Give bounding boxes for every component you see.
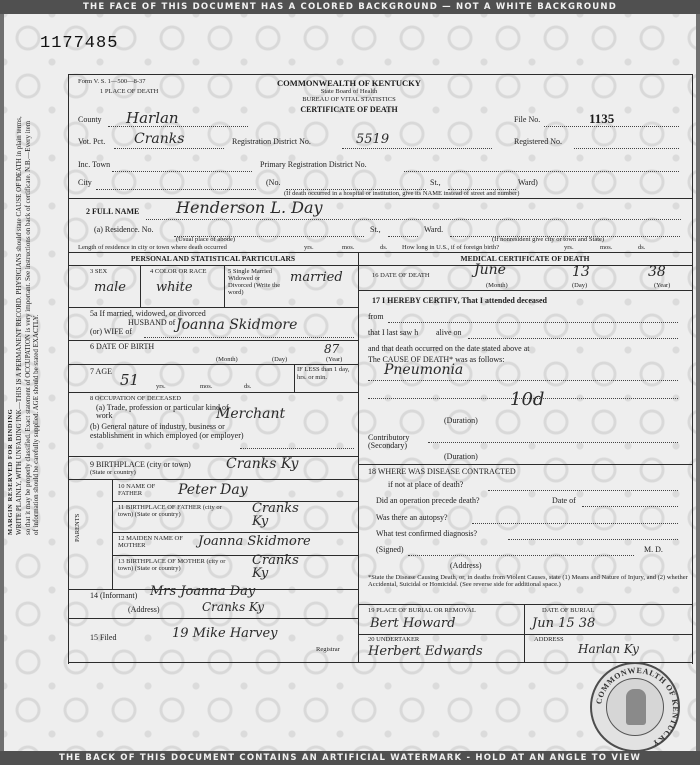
birthplace-value: Cranks Ky [226,456,299,472]
occupation-a-label: (a) Trade, profession or particular kind of work [96,403,229,420]
st-label: St., [430,178,441,187]
svg-text:COMMONWEALTH OF KENTUCKY [594,666,680,748]
registrar-label: Registrar [316,646,340,653]
bureau-heading: BUREAU OF VITAL STATISTICS [302,96,396,103]
instructions-text: WRITE PLAINLY, WITH UNFADING INK—THIS IS A PERMANENT RECORD. PHYSICIANS should state CAUSE OF DEATH in plain terms, so that it may be properly classified. Exact statement of OCCUPATION is very important. See instructions on back of certificate. N.B.—Every item of information should be carefully supplied. AGE should be stated EXACTLY. [15,116,40,535]
mother-name-label: 12 MAIDEN NAME OF MOTHER [118,535,183,549]
color-label: 4 COLOR OR RACE [150,268,207,275]
birth-day-label: (Day) [272,356,288,363]
certify-label: 17 I HEREBY CERTIFY, That I attended deceased [372,296,547,305]
duration-value: 10d [510,389,545,410]
last-saw-label: that I last saw h [368,328,419,337]
registration-district-value: 5519 [356,132,390,147]
sex-value: male [94,280,126,295]
informant-label: 14 (Informant) [90,591,138,600]
color-value: white [156,280,193,295]
death-day-value: 13 [572,264,590,280]
contributory-duration-label: (Duration) [444,452,478,461]
marital-value: married [290,270,343,285]
date-of-label: Date of [552,496,576,505]
medical-section-title: MEDICAL CERTIFICATE OF DEATH [460,254,590,263]
birthplace-state-label: (State or country) [90,469,136,476]
birth-year-value: 87 [324,342,340,356]
length-ds: ds. [380,244,388,251]
ward-label: Ward) [518,178,538,187]
duration-label: (Duration) [444,416,478,425]
nonresident-note: (If nonresident give city or town and State) [492,236,605,243]
burial-place-label: 19 PLACE OF BURIAL OR REMOVAL [368,607,476,614]
hospital-note: (If death occurred in a hospital or institution, give its NAME instead of street and number) [284,190,520,197]
parents-label: PARENTS [74,513,81,542]
spouse-value: Joanna Skidmore [176,317,298,333]
binding-margin-note: MARGIN RESERVED FOR BINDING [7,408,14,535]
foreign-birth-label: How long in U.S., if of foreign birth? [402,244,500,251]
disease-contracted-label: 18 WHERE WAS DISEASE CONTRACTED [368,467,516,476]
city-label: City [78,178,92,187]
medical-address-label: (Address) [450,561,482,570]
length-yrs: yrs. [304,244,314,251]
primary-district-label: Primary Registration District No. [260,160,367,169]
md-label: M. D. [644,545,663,554]
death-day-label: (Day) [572,282,588,289]
operation-label: Did an operation precede death? [376,496,480,505]
autopsy-label: Was there an autopsy? [376,513,448,522]
age-value: 51 [120,371,140,389]
birth-month-label: (Month) [216,356,238,363]
undertaker-address-label: ADDRESS [534,636,564,643]
birthplace-label: 9 BIRTHPLACE (city or town) [90,460,191,469]
undertaker-label: 20 UNDERTAKER [368,636,420,643]
not-place-label: if not at place of death? [388,480,464,489]
county-value: Harlan [126,109,179,127]
sex-label: 3 SEX [90,268,108,275]
residence-ward-label: Ward. [424,225,444,234]
marital-label: 5 Single Married Widowed or Divorced (Write the word) [228,268,281,296]
full-name-value: Henderson L. Day [176,198,323,217]
occupation-heading: 8 OCCUPATION OF DECEASED [90,395,181,402]
burial-place-value: Bert Howard [370,616,456,631]
full-name-label: 2 FULL NAME [86,207,140,216]
cause-value: Pneumonia [384,362,464,378]
form-number: Form V. S. 1—500—8-37 [78,78,146,85]
residence-st-label: St., [370,225,381,234]
vot-pct-label: Vot. Pct. [78,137,106,146]
commonwealth-heading: COMMONWEALTH OF KENTUCKY [277,78,421,88]
frame-right [692,74,693,664]
frame-left [68,74,69,664]
frame-top [68,74,692,75]
seal-lettering [592,664,682,751]
personal-section-title: PERSONAL AND STATISTICAL PARTICULARS [130,254,296,263]
filed-label: 15 Filed [90,633,117,642]
death-year-label: (Year) [654,282,671,289]
bottom-security-banner: THE BACK OF THIS DOCUMENT CONTAINS AN ARTIFICIAL WATERMARK - HOLD AT AN ANGLE TO VIEW [0,751,700,765]
foreign-yrs: yrs. [564,244,574,251]
spouse-question: 5a If married, widowed, or divorced [90,309,206,318]
father-name-value: Peter Day [178,482,248,498]
state-seal [590,662,680,751]
mother-birthplace-value: Cranks Ky [252,553,299,581]
informant-value: Mrs Joanna Day [150,584,256,599]
burial-date-label: DATE OF BURIAL [542,607,595,614]
less-than-label: IF LESS than 1 day, hrs. or min. [297,366,350,381]
residence-label: (a) Residence. No. [94,225,154,234]
death-occurred-label: and that death occurred on the date stated above at [368,344,530,353]
father-name-label: 10 NAME OF FATHER [118,483,156,497]
file-value: 1135 [589,111,615,126]
certificate-sheet [4,14,696,751]
top-security-banner: THE FACE OF THIS DOCUMENT HAS A COLORED BACKGROUND — NOT A WHITE BACKGROUND [0,0,700,14]
side-instructions [7,115,69,535]
mother-birthplace-label: 13 BIRTHPLACE OF MOTHER (city or town) (State or country) [118,558,226,572]
length-mos: mos. [342,244,355,251]
no-label: (No. [266,178,281,187]
certificate-heading: CERTIFICATE OF DEATH [300,105,398,114]
undertaker-address-value: Harlan Ky [578,642,639,656]
wife-label: (or) WIFE of [90,327,133,336]
informant-address-label: (Address) [128,605,160,614]
frame-bottom [68,662,692,663]
death-month-label: (Month) [486,282,508,289]
death-month-value: June [474,262,506,278]
occupation-value: Merchant [216,406,286,422]
column-divider [358,252,359,662]
board-heading: State Board of Health [320,88,378,95]
age-mos-label: mos. [200,383,213,390]
certificate-number: 1177485 [40,34,119,53]
death-year-value: 38 [648,264,666,280]
file-label: File No. [514,115,541,124]
signed-label: (Signed) [376,545,404,554]
age-ds-label: ds. [244,383,252,390]
father-birthplace-value: Cranks Ky [252,501,299,529]
registered-no-label: Registered No. [514,137,562,146]
cause-label: The CAUSE OF DEATH* was as follows: [368,355,505,364]
mother-name-value: Joanna Skidmore [198,534,311,549]
birth-year-label: (Year) [326,356,343,363]
husband-label: HUSBAND of [128,318,176,327]
informant-address-value: Cranks Ky [202,600,265,614]
age-label: 7 AGE [90,367,112,376]
birth-date-label: 6 DATE OF BIRTH [90,342,155,351]
registration-district-label: Registration District No. [232,137,311,146]
father-birthplace-label: 11 BIRTHPLACE OF FATHER (city or town) (State or country) [118,504,222,518]
age-yrs-label: yrs. [156,383,166,390]
usual-place-note: (Usual place of abode) [176,236,236,243]
county-label: County [78,115,102,124]
undertaker-value: Herbert Edwards [368,644,483,659]
seal-text: COMMONWEALTH OF KENTUCKY [594,665,681,749]
cause-footnote: *State the Disease Causing Death, or, in deaths from Violent Causes, state (1) Means and Nature of Injury, and (2) whether Accidental, Suicidal or Homicidal. (See reverse side for additional space.) [368,574,688,588]
test-label: What test confirmed diagnosis? [376,529,478,538]
length-residence-label: Length of residence in city or town where death occurred [78,244,227,251]
place-of-death-heading: 1 PLACE OF DEATH [100,88,159,95]
vot-pct-value: Cranks [134,131,185,147]
foreign-ds: ds. [638,244,646,251]
foreign-mos: mos. [600,244,613,251]
burial-date-value: Jun 15 38 [532,616,596,631]
inc-town-label: Inc. Town [78,160,111,169]
occupation-b-label: (b) General nature of industry, business or establishment in which employed (or employer) [90,422,244,440]
from-label: from [368,312,384,321]
filed-value: 19 Mike Harvey [172,626,278,641]
death-date-label: 16 DATE OF DEATH [372,272,430,279]
contributory-label: Contributory (Secondary) [368,433,410,450]
alive-on-label: alive on [436,328,462,337]
